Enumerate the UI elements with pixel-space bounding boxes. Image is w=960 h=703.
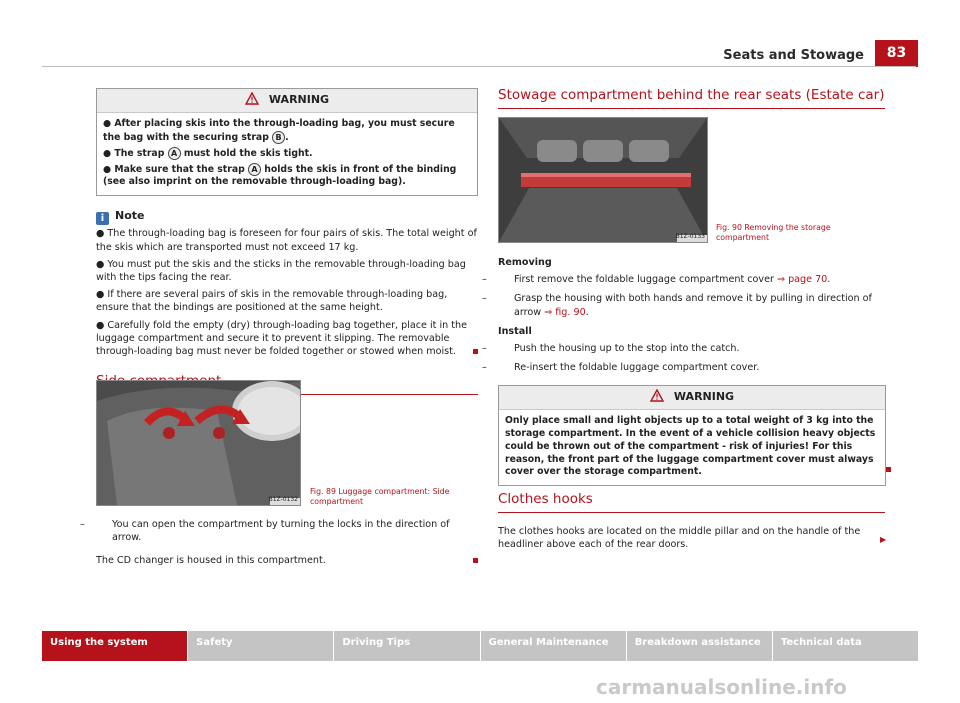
- install-label: Install: [498, 325, 532, 337]
- chapter-tab-using-system[interactable]: Using the system: [42, 631, 188, 661]
- chapter-tab-safety[interactable]: Safety: [188, 631, 334, 661]
- section-end-marker: [886, 467, 891, 472]
- warning-title: WARNING: [268, 93, 330, 106]
- strap-a-badge: A: [168, 147, 181, 160]
- right-steps: [482, 256, 885, 381]
- left-column: [96, 88, 478, 395]
- note-text: The through-loading bag is foreseen for four pairs of skis. The total weight of the skis which are transported must not exceed 17 kg.: [96, 228, 477, 253]
- chapter-nav: [42, 631, 918, 661]
- continue-arrow-icon: ▶: [880, 535, 887, 544]
- clothes-hooks-section: [498, 490, 885, 555]
- warning-body: [97, 113, 477, 195]
- fig-ref-link[interactable]: ⇒ fig. 90: [544, 306, 586, 318]
- step-end: .: [585, 306, 589, 318]
- chapter-tab-driving-tips[interactable]: Driving Tips: [334, 631, 480, 661]
- strap-b-badge: B: [272, 131, 285, 144]
- info-icon: i: [96, 212, 109, 225]
- step-text: Grasp the housing with both hands and remove it by pulling in direction of arrow: [514, 293, 872, 318]
- step-text: First remove the foldable luggage compartment cover: [514, 274, 777, 286]
- step-text: Re-insert the foldable luggage compartment cover.: [514, 362, 760, 374]
- warning-item: ● The strap A must hold the skis tight.: [103, 147, 313, 159]
- warning-text: must hold the skis tight.: [180, 147, 313, 159]
- warning-text: The strap: [114, 147, 168, 159]
- chapter-tab-breakdown[interactable]: Breakdown assistance: [627, 631, 773, 661]
- step-item: – You can open the compartment by turning the locks in the direction of arrow.: [80, 519, 450, 544]
- note-item: ● The through-loading bag is foreseen for four pairs of skis. The total weight of the skis which are transported must not exceed 17 kg.: [96, 228, 477, 253]
- warning-title: WARNING: [673, 390, 735, 403]
- warning-item: ● After placing skis into the through-loading bag, you must secure the bag with the securing strap B .: [103, 118, 455, 143]
- fig-90-image: [498, 117, 708, 243]
- warning-text: Make sure that the strap: [114, 163, 248, 175]
- note-item: ● If there are several pairs of skis in the removable through-loading bag, ensure that the bindings are positioned at the same height.: [96, 289, 448, 314]
- figure-code: B1Z-0133: [675, 232, 705, 240]
- header-divider: [42, 66, 916, 67]
- step-text: Push the housing up to the stop into the catch.: [514, 343, 740, 355]
- removing-label: Removing: [498, 257, 552, 268]
- install-step: – Push the housing up to the stop into the catch.: [482, 343, 740, 355]
- strap-a-badge: A: [248, 163, 261, 176]
- section-end-marker: [473, 349, 478, 354]
- cd-changer-text: [96, 554, 478, 567]
- note-item: ● Carefully fold the empty (dry) through-loading bag together, place it in the luggage compartment and secure it to prevent it slipping. The removable through-loading bag must never be folded together or stowed when moist.: [96, 319, 478, 359]
- page-number: 83: [875, 40, 918, 67]
- step-text: You can open the compartment by turning the locks in the direction of arrow.: [112, 519, 450, 544]
- removing-step: – First remove the foldable luggage compartment cover ⇒ page 70.: [482, 274, 831, 286]
- fig-89-caption: Fig. 89 Luggage compartment: Side compartment: [310, 487, 450, 507]
- warning-header: [499, 386, 885, 410]
- chapter-tab-general-maintenance[interactable]: General Maintenance: [481, 631, 627, 661]
- right-column: [498, 86, 885, 109]
- fig-90-caption: Fig. 90 Removing the storage compartment: [716, 223, 831, 243]
- removing-step: – Grasp the housing with both hands and remove it by pulling in direction of arrow ⇒ fig. 90.: [482, 293, 872, 318]
- note-text: Carefully fold the empty (dry) through-loading bag together, place it in the luggage compartment and secure it to prevent it slipping. The removable through-loading bag must never be folded together or stowed when moist.: [96, 319, 468, 358]
- fig-89-image: [96, 380, 301, 506]
- figure-code: B1Z-0132: [268, 495, 298, 503]
- warning-triangle-icon: [650, 389, 664, 406]
- section-end-marker: [473, 558, 478, 563]
- page-section-title: Seats and Stowage: [723, 48, 864, 63]
- clothes-hooks-heading: Clothes hooks: [498, 490, 885, 513]
- left-bottom-text: [80, 518, 478, 572]
- note-header: [96, 208, 478, 225]
- chapter-tab-technical-data[interactable]: Technical data: [773, 631, 918, 661]
- warning-header: [97, 89, 477, 113]
- warning-text: holds the skis in front of the binding (see also imprint on the removable through-loading bag).: [103, 163, 457, 188]
- clothes-hooks-text: The clothes hooks are located on the middle pillar and on the handle of the headliner above each of the rear doors.: [498, 525, 861, 550]
- warning-text: Only place small and light objects up to a total weight of 3 kg into the storage compartment. In the event of a vehicle collision heavy objects could be thrown out of the compartment - risk of injuries! For this reason, the front part of the luggage compartment cover must always cover over the storage compartment.: [505, 415, 876, 478]
- warning-item: ● Make sure that the strap A holds the skis in front of the binding (see also imprint on the removable through-loading bag).: [103, 163, 457, 188]
- warning-body: [499, 410, 885, 485]
- note-title: Note: [115, 209, 145, 223]
- note-text: You must put the skis and the sticks in the removable through-loading bag with the tips facing the rear.: [96, 258, 466, 284]
- note-item: ● You must put the skis and the sticks in the removable through-loading bag with the tips facing the rear.: [96, 258, 466, 284]
- install-step: – Re-insert the foldable luggage compartment cover.: [482, 362, 760, 374]
- warning-box-storage: [498, 385, 886, 486]
- stowage-heading: Stowage compartment behind the rear seats (Estate car): [498, 86, 885, 109]
- cd-text: The CD changer is housed in this compartment.: [96, 555, 326, 567]
- watermark: carmanualsonline.info: [596, 675, 847, 699]
- note-text: If there are several pairs of skis in the removable through-loading bag, ensure that the bindings are positioned at the same height.: [96, 289, 448, 314]
- step-end: .: [827, 274, 831, 286]
- warning-triangle-icon: [245, 92, 259, 109]
- warning-text: .: [285, 132, 289, 143]
- warning-text: After placing skis into the through-loading bag, you must secure the bag with the securing strap: [103, 118, 455, 143]
- note-section: [96, 208, 478, 358]
- warning-box-skis: [96, 88, 478, 196]
- page-ref-link[interactable]: ⇒ page 70: [776, 274, 828, 286]
